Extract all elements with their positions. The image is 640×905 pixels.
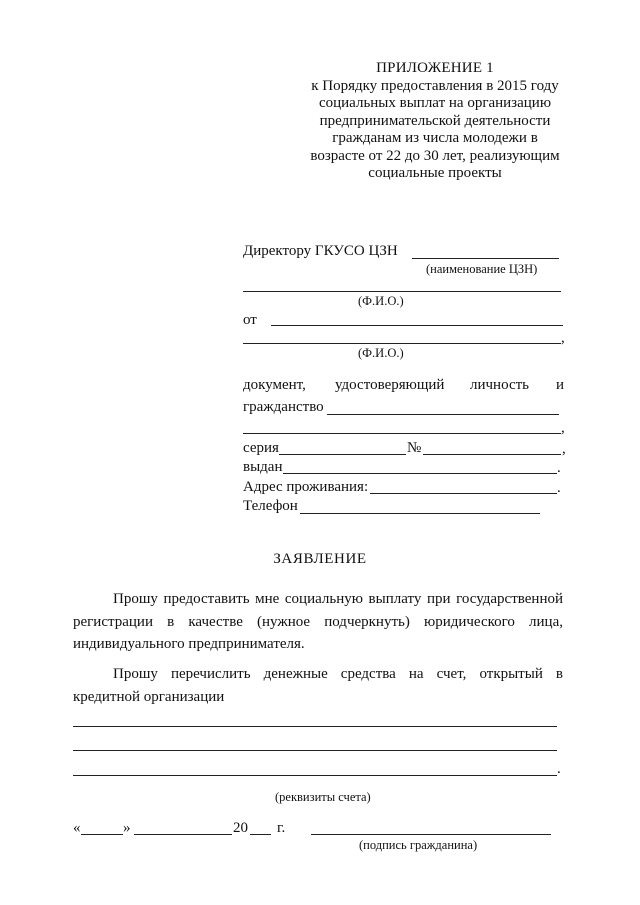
period: . [557, 460, 561, 476]
applicant-fio-caption: (Ф.И.О.) [358, 346, 404, 360]
appendix-line: социальных выплат на организацию [318, 95, 552, 111]
doc-word: удостоверяющий [335, 377, 445, 393]
appendix-line: возрасте от 22 до 30 лет, реализующим [310, 147, 560, 164]
czn-caption: (наименование ЦЗН) [426, 262, 538, 276]
citizenship-field-2[interactable] [243, 433, 561, 434]
address-label: Адрес проживания: [243, 479, 369, 495]
appendix-line: предпринимательской деятельности [319, 112, 551, 129]
month-field[interactable] [134, 834, 232, 835]
doc-word: и [556, 377, 565, 393]
comma: , [562, 441, 566, 457]
applicant-fio-field-2[interactable] [243, 343, 561, 344]
account-caption: (реквизиты счета) [275, 790, 371, 804]
paragraph-text: Прошу предоставить мне социальную выплату при государственной регистрации в качестве (нужное подчеркнуть) юридического лица, индивидуального предпринимателя. [73, 591, 563, 652]
citizenship-field[interactable] [327, 414, 559, 415]
issued-field[interactable] [283, 473, 557, 474]
czn-name-field[interactable] [412, 258, 559, 259]
comma: , [561, 420, 565, 436]
series-field[interactable] [279, 454, 406, 455]
series-label: серия [243, 440, 279, 456]
period: . [557, 761, 561, 777]
phone-field[interactable] [300, 513, 540, 514]
appendix-line: к Порядку предоставления в 2015 году [311, 77, 559, 94]
address-field[interactable] [370, 493, 557, 494]
statement-heading: ЗАЯВЛЕНИЕ [273, 551, 367, 567]
director-fio-field[interactable] [243, 291, 561, 292]
statement-paragraph-1 [73, 588, 563, 656]
year-suffix: г. [277, 820, 286, 836]
appendix-line: гражданам из числа молодежи в [332, 130, 538, 146]
number-label: № [407, 440, 422, 456]
signature-field[interactable] [311, 834, 551, 835]
appendix-title: ПРИЛОЖЕНИЕ 1 [376, 60, 494, 76]
account-details-field-1[interactable] [73, 726, 557, 727]
applicant-fio-field[interactable] [271, 325, 563, 326]
citizenship-label: гражданство [243, 399, 324, 415]
account-details-field-2[interactable] [73, 750, 557, 751]
doc-word: личность [470, 377, 530, 393]
director-label: Директору ГКУСО ЦЗН [243, 243, 398, 259]
day-field[interactable] [81, 834, 123, 835]
phone-label: Телефон [243, 498, 298, 514]
issued-label: выдан [243, 459, 283, 475]
signature-caption: (подпись гражданина) [359, 838, 478, 852]
statement-paragraph-2 [73, 663, 563, 708]
comma: , [561, 330, 565, 346]
period: . [557, 480, 561, 496]
number-field[interactable] [423, 454, 561, 455]
from-label: от [243, 312, 257, 328]
year-field[interactable] [250, 834, 271, 835]
quote-close: » [123, 820, 131, 836]
quote-open: « [73, 820, 81, 836]
account-details-field-3[interactable] [73, 775, 557, 776]
paragraph-text: Прошу перечислить денежные средства на счет, открытый в кредитной организации [73, 666, 563, 705]
doc-word: документ, [243, 377, 306, 393]
appendix-header [300, 60, 570, 183]
appendix-line: социальные проекты [368, 165, 502, 181]
year-prefix: 20 [233, 820, 248, 836]
director-fio-caption: (Ф.И.О.) [358, 294, 404, 308]
